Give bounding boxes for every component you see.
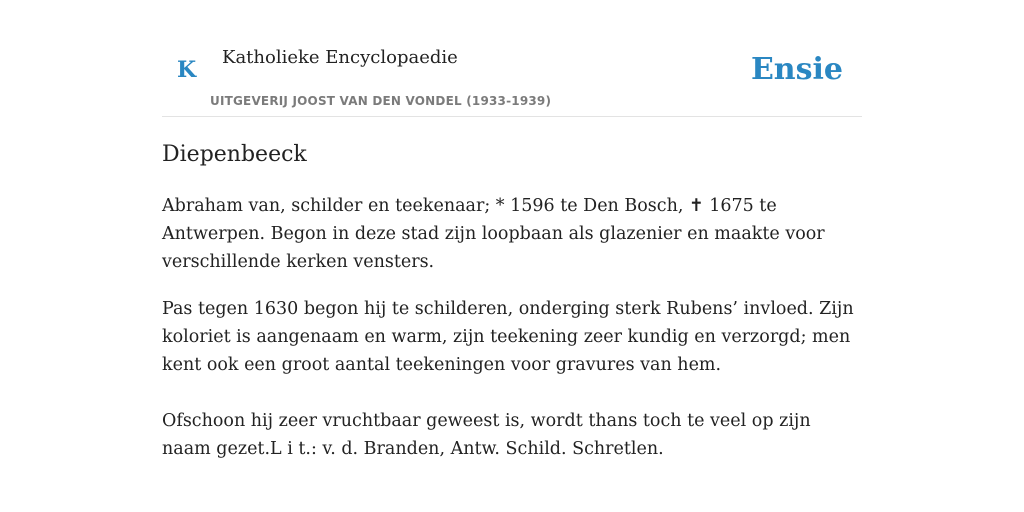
page xyxy=(162,0,862,459)
publication-title[interactable]: Katholieke Encyclopaedie xyxy=(222,47,458,68)
article-title: Diepenbeeck xyxy=(162,142,307,167)
article-paragraph: Ofschoon hij zeer vruchtbaar geweest is, wordt thans toch te veel op zijn naam gezet.L i t.: v. d. Branden, Antw. Schild. Schretlen. xyxy=(162,411,811,459)
article-paragraph: Abraham van, schilder en teekenaar; * 1596 te Den Bosch, ✝ 1675 te Antwerpen. Begon in deze stad zijn loopbaan als glazenier en maakte voor verschillende kerken vensters. xyxy=(162,196,825,272)
header xyxy=(162,0,862,117)
publisher-subtitle: UITGEVERIJ JOOST VAN DEN VONDEL (1933-1939) xyxy=(210,94,552,108)
ensie-brand-logo[interactable]: Ensie xyxy=(750,52,843,87)
article-paragraph: Pas tegen 1630 begon hij te schilderen, onderging sterk Rubens’ invloed. Zijn koloriet is aangenaam en warm, zijn teekening zeer kundig en verzorgd; men kent ook een groot aantal teekeningen voor gravures van hem. xyxy=(162,299,854,375)
publication-logo-icon[interactable]: K xyxy=(177,57,197,83)
